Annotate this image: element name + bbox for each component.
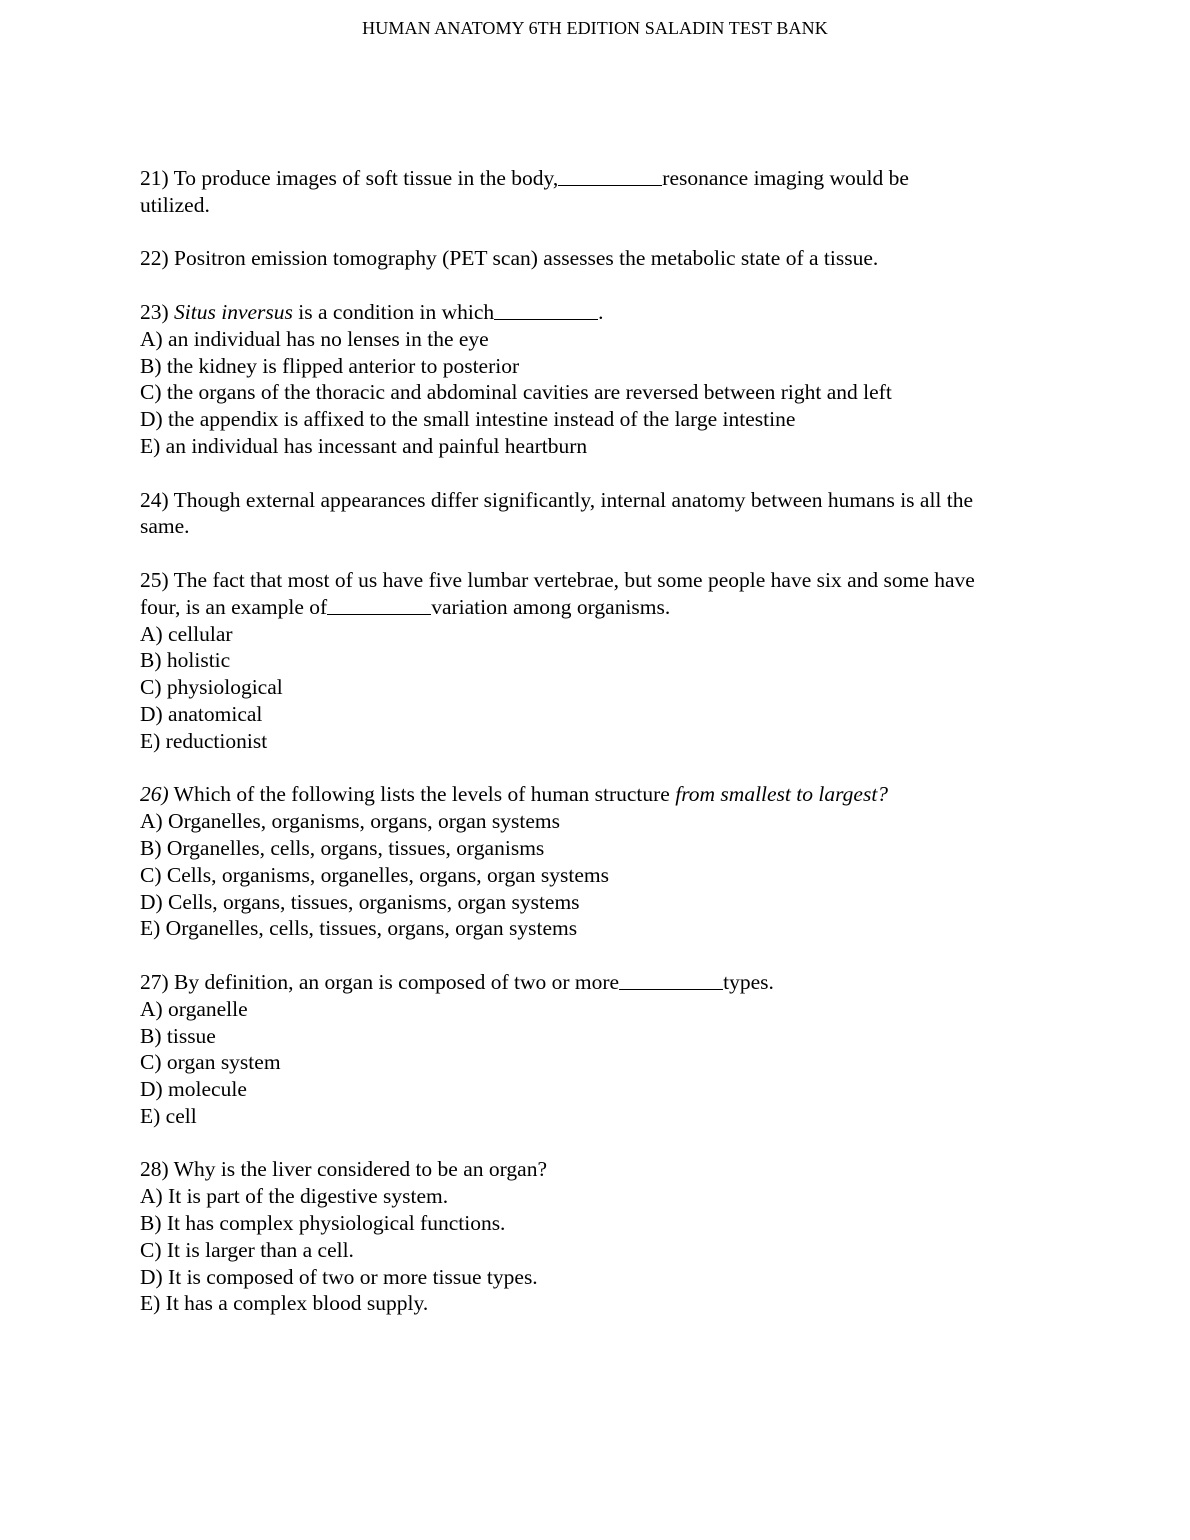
question-23-line xyxy=(140,299,1060,326)
option-c: C) organ system xyxy=(140,1050,281,1075)
option-c: C) It is larger than a cell. xyxy=(140,1237,354,1262)
answer-blank xyxy=(619,988,723,990)
option-b: B) It has complex physiological functions. xyxy=(140,1211,506,1236)
question-25-stem: 25) The fact that most of us have five lumbar vertebrae, but some people have six and some have xyxy=(140,567,975,592)
question-27-stem-start: 27) By definition, an organ is composed of two or more xyxy=(140,969,620,994)
question-24-continuation: same. xyxy=(140,514,190,539)
question-21-line xyxy=(140,165,1060,192)
option-b: B) the kidney is flipped anterior to posterior xyxy=(140,353,520,378)
option-e: E) an individual has incessant and painful heartburn xyxy=(140,433,588,458)
question-23-period: . xyxy=(598,299,604,324)
option-e: E) Organelles, cells, tissues, organs, organ systems xyxy=(140,916,578,941)
question-25-line2 xyxy=(140,594,1060,621)
option-d: D) Cells, organs, tissues, organisms, organ systems xyxy=(140,889,580,914)
option-c: C) Cells, organisms, organelles, organs, organ systems xyxy=(140,862,609,887)
option-e: E) It has a complex blood supply. xyxy=(140,1291,429,1316)
question-23-italic-term: Situs inversus xyxy=(174,299,293,324)
question-25-stem-end: variation among organisms. xyxy=(431,594,671,619)
option-a: A) organelle xyxy=(140,996,248,1021)
page-header: HUMAN ANATOMY 6TH EDITION SALADIN TEST BANK xyxy=(362,18,828,38)
option-c: C) physiological xyxy=(140,675,283,700)
option-a: A) an individual has no lenses in the eye xyxy=(140,326,489,351)
option-d: D) molecule xyxy=(140,1077,247,1102)
question-25-stem-start: four, is an example of xyxy=(140,594,328,619)
option-d: D) anatomical xyxy=(140,701,263,726)
question-26-italic-phrase: from smallest to largest? xyxy=(675,782,889,807)
option-d: D) the appendix is affixed to the small intestine instead of the large intestine xyxy=(140,407,796,432)
option-a: A) cellular xyxy=(140,621,233,646)
option-e: E) reductionist xyxy=(140,728,268,753)
option-a: A) It is part of the digestive system. xyxy=(140,1184,449,1209)
answer-blank xyxy=(327,613,431,615)
question-23 xyxy=(140,299,1060,460)
question-22-stem: 22) Positron emission tomography (PET scan) assesses the metabolic state of a tissue. xyxy=(140,246,879,271)
question-23-stem: is a condition in which xyxy=(298,299,495,324)
question-28 xyxy=(140,1156,1060,1317)
question-24 xyxy=(140,487,1060,541)
question-21 xyxy=(140,165,1060,219)
question-28-stem: 28) Why is the liver considered to be an organ? xyxy=(140,1157,547,1182)
answer-blank xyxy=(558,184,662,186)
question-21-stem-start: 21) To produce images of soft tissue in the body, xyxy=(140,166,559,190)
question-24-stem: 24) Though external appearances differ significantly, internal anatomy between humans is all the xyxy=(140,487,974,512)
question-list xyxy=(140,165,1060,1344)
question-26-stem: Which of the following lists the levels of human structure xyxy=(173,782,670,807)
option-b: B) holistic xyxy=(140,648,231,673)
option-c: C) the organs of the thoracic and abdominal cavities are reversed between right and left xyxy=(140,380,892,405)
question-27 xyxy=(140,969,1060,1130)
question-21-continuation: utilized. xyxy=(140,192,210,217)
question-26-number: 26) xyxy=(140,782,169,807)
question-27-line xyxy=(140,969,1060,996)
option-d: D) It is composed of two or more tissue types. xyxy=(140,1264,538,1289)
question-26-line xyxy=(140,781,1060,808)
question-23-number: 23) xyxy=(140,299,169,324)
answer-blank xyxy=(494,318,598,320)
question-25 xyxy=(140,567,1060,755)
option-e: E) cell xyxy=(140,1103,197,1128)
question-22 xyxy=(140,245,1060,272)
question-27-stem-end: types. xyxy=(723,969,774,994)
option-b: B) tissue xyxy=(140,1023,216,1048)
option-a: A) Organelles, organisms, organs, organ systems xyxy=(140,809,561,834)
option-b: B) Organelles, cells, organs, tissues, organisms xyxy=(140,835,545,860)
question-21-stem-end: resonance imaging would be xyxy=(662,166,909,190)
question-26 xyxy=(140,781,1060,942)
